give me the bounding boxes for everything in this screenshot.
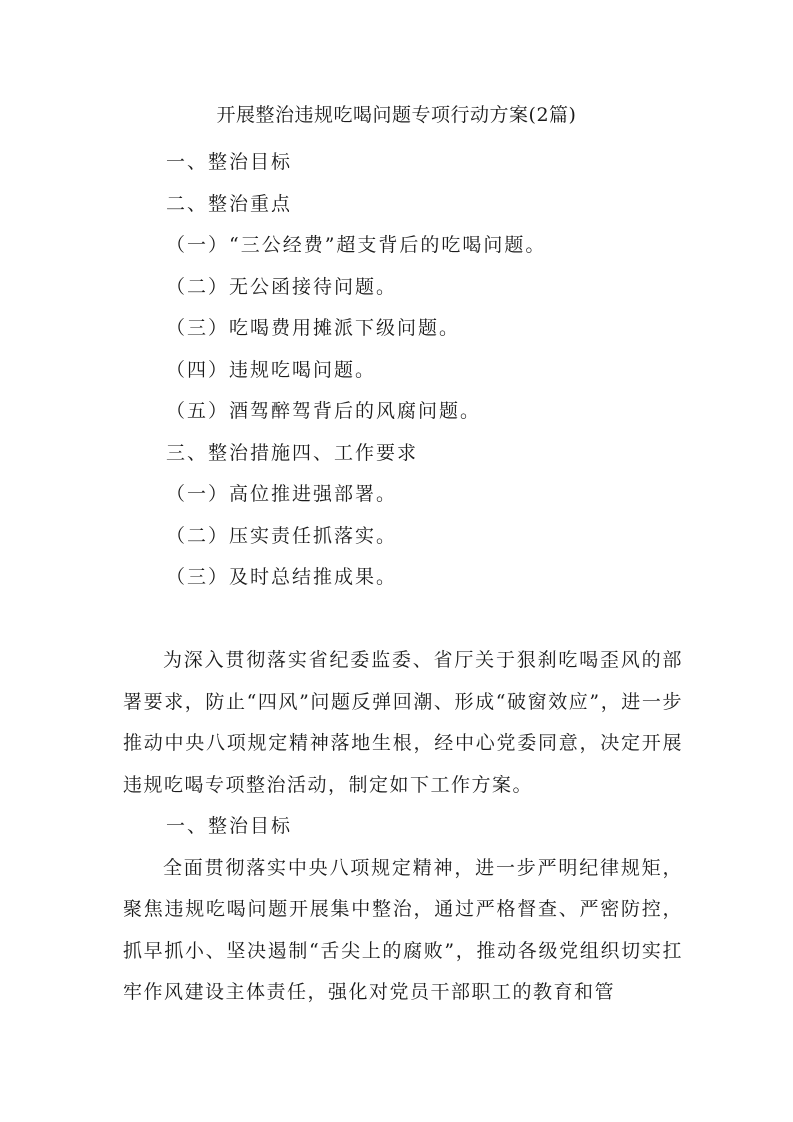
outline-item: （一）高位推进强部署。 (166, 483, 398, 505)
document-title: 开展整治违规吃喝问题专项行动方案(2篇) (216, 104, 577, 126)
outline-item: 三、整治措施四、工作要求 (166, 441, 419, 464)
document-body (123, 640, 683, 1014)
outline-item: （五）酒驾醉驾背后的风腐问题。 (166, 400, 482, 422)
section-paragraph: 全面贯彻落实中央八项规定精神，进一步严明纪律规矩，聚焦违规吃喝问题开展集中整治，通过严格督查、严密防控，抓早抓小、坚决遏制“舌尖上的腐败”，推动各级党组织切实扛牢作风建设主体责任，强化对党员干部职工的教育和管 (123, 856, 683, 1003)
outline-item: 一、整治目标 (166, 151, 293, 173)
outline-item: （三）及时总结推成果。 (166, 566, 398, 588)
outline-item: （一）“三公经费”超支背后的吃喝问题。 (166, 234, 547, 256)
outline-item: （四）违规吃喝问题。 (166, 358, 377, 381)
outline-item: 二、整治重点 (166, 192, 293, 215)
outline-item: （三）吃喝费用摊派下级问题。 (166, 317, 461, 339)
section-heading: 一、整治目标 (166, 815, 293, 837)
outline-item: （二）压实责任抓落实。 (166, 524, 398, 547)
outline-item: （二）无公函接待问题。 (166, 275, 398, 298)
outline-list (166, 142, 546, 599)
intro-paragraph: 为深入贯彻落实省纪委监委、省厅关于狠刹吃喝歪风的部署要求，防止“四风”问题反弹回潮、形成“破窗效应”，进一步推动中央八项规定精神落地生根，经中心党委同意，决定开展违规吃喝专项整治活动，制定如下工作方案。 (123, 649, 683, 796)
